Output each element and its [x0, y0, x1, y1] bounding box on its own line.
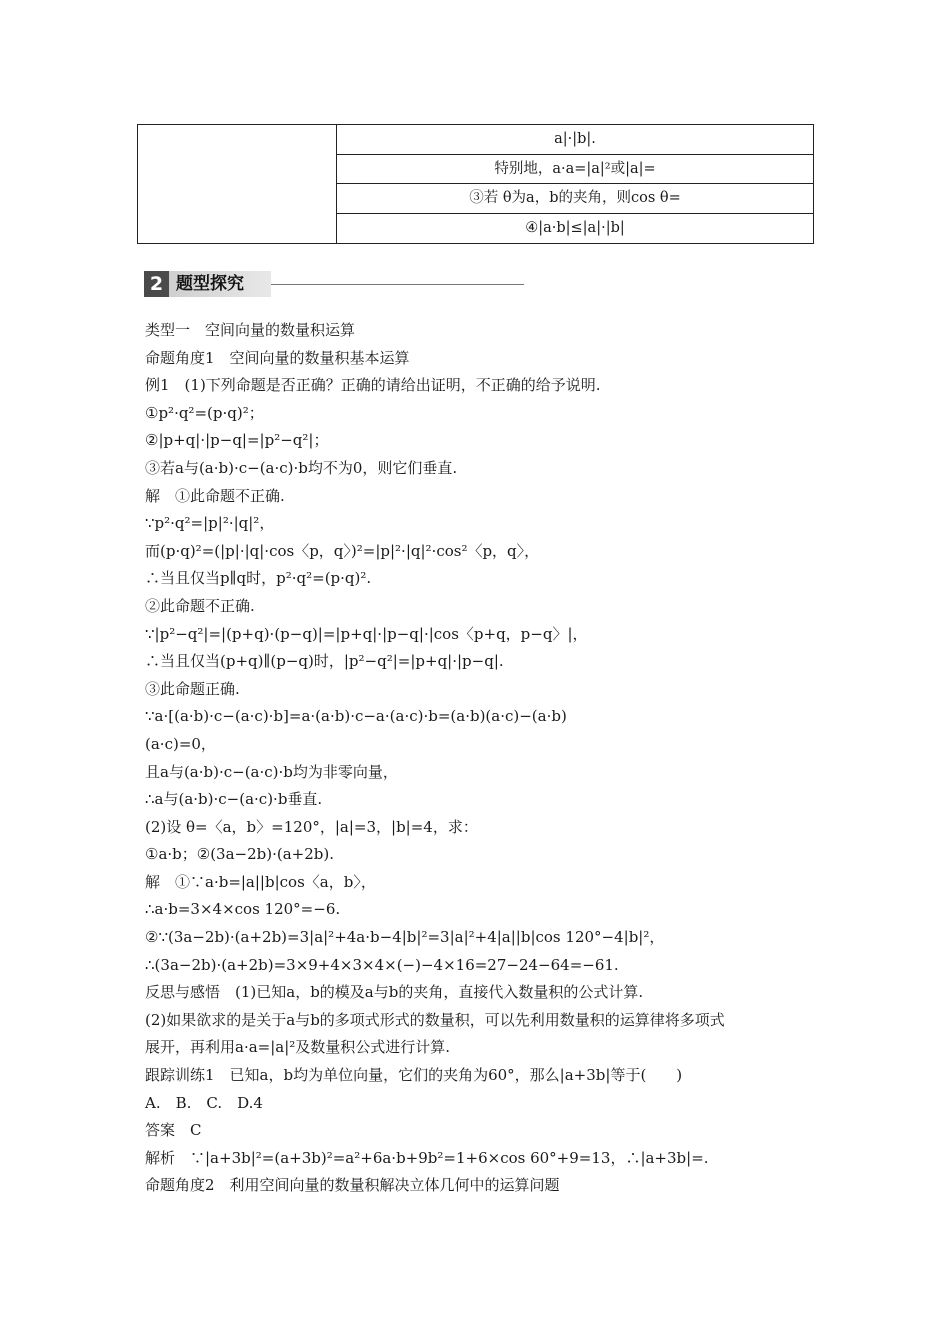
text-line: 反思与感悟 (1)已知a，b的模及a与b的夹角，直接代入数量积的公式计算. [145, 983, 644, 1002]
table-right-column [337, 125, 813, 243]
text-line: ∴当且仅当(p+q)∥(p−q)时，|p²−q²|=|p+q|·|p−q|. [145, 652, 504, 671]
text-line: ∵|p²−q²|=|(p+q)·(p−q)|=|p+q|·|p−q|·|cos〈p+q，p−q〉|， [145, 624, 588, 643]
text-line: (2)如果欲求的是关于a与b的多项式形式的数量积，可以先利用数量积的运算律将多项式 [145, 1010, 725, 1029]
text-line: 解 ①∵a·b=|a||b|cos〈a，b〉， [145, 872, 376, 891]
properties-table [137, 124, 814, 244]
table-row: ④|a·b|≤|a|·|b| [525, 219, 625, 236]
text-line: ②∵(3a−2b)·(a+2b)=3|a|²+4a·b−4|b|²=3|a|²+4|a||b|cos 120°−4|b|²， [145, 928, 665, 947]
text-line: 展开，再利用a·a=|a|²及数量积公式进行计算. [145, 1038, 451, 1057]
section-divider [271, 284, 524, 285]
text-line: ①a·b；②(3a−2b)·(a+2b). [145, 845, 335, 864]
text-line: 命题角度1 空间向量的数量积基本运算 [145, 348, 410, 367]
text-line: ∴a与(a·b)·c−(a·c)·b垂直. [145, 790, 323, 809]
text-line: ②此命题不正确. [145, 596, 255, 615]
text-line: A. B. C. D.4 [145, 1093, 263, 1112]
text-line: ∴当且仅当p∥q时，p²·q²=(p·q)². [145, 569, 372, 588]
text-line: 跟踪训练1 已知a，b均为单位向量，它们的夹角为60°，那么|a+3b|等于( ) [145, 1066, 683, 1085]
text-line: 解 ①此命题不正确. [145, 486, 285, 505]
text-line: ∴(3a−2b)·(a+2b)=3×9+4×3×4×(−)−4×16=27−24−64=−61. [145, 955, 619, 974]
text-line: ①p²·q²=(p·q)²； [145, 403, 264, 422]
table-row: a|·|b|. [337, 125, 813, 155]
text-line: ③若a与(a·b)·c−(a·c)·b均不为0，则它们垂直. [145, 458, 458, 477]
text-line: ∵p²·q²=|p|²·|q|²， [145, 514, 275, 533]
text-line: ②|p+q|·|p−q|=|p²−q²|； [145, 431, 329, 450]
text-line: 而(p·q)²=(|p|·|q|·cos〈p，q〉)²=|p|²·|q|²·cos²〈p，q〉， [145, 541, 540, 560]
text-line: ∴a·b=3×4×cos 120°=−6. [145, 900, 341, 919]
document-body [145, 317, 810, 1200]
table-left-cell [138, 125, 337, 243]
table-row: ③若 θ为a，b的夹角，则cos θ= [337, 184, 813, 214]
text-line: 且a与(a·b)·c−(a·c)·b均为非零向量， [145, 762, 398, 781]
section-number: 2 [144, 271, 169, 297]
text-line: ③此命题正确. [145, 679, 240, 698]
text-line: (a·c)=0， [145, 734, 216, 753]
text-line: 答案 C [145, 1121, 202, 1140]
text-line: 解析 ∵|a+3b|²=(a+3b)²=a²+6a·b+9b²=1+6×cos 60°+9=13，∴|a+3b|=. [145, 1148, 709, 1167]
section-header [144, 271, 524, 297]
text-line: 命题角度2 利用空间向量的数量积解决立体几何中的运算问题 [145, 1176, 560, 1195]
text-line: ∵a·[(a·b)·c−(a·c)·b]=a·(a·b)·c−a·(a·c)·b=(a·b)(a·c)−(a·b) [145, 707, 567, 726]
section-title: 题型探究 [176, 274, 244, 294]
text-line: 例1 (1)下列命题是否正确？正确的请给出证明，不正确的给予说明. [145, 376, 601, 395]
text-line: 类型一 空间向量的数量积运算 [145, 321, 356, 339]
text-line: (2)设 θ=〈a，b〉=120°，|a|=3，|b|=4，求： [145, 817, 478, 836]
table-row: 特别地，a·a=|a|²或|a|= [337, 155, 813, 185]
